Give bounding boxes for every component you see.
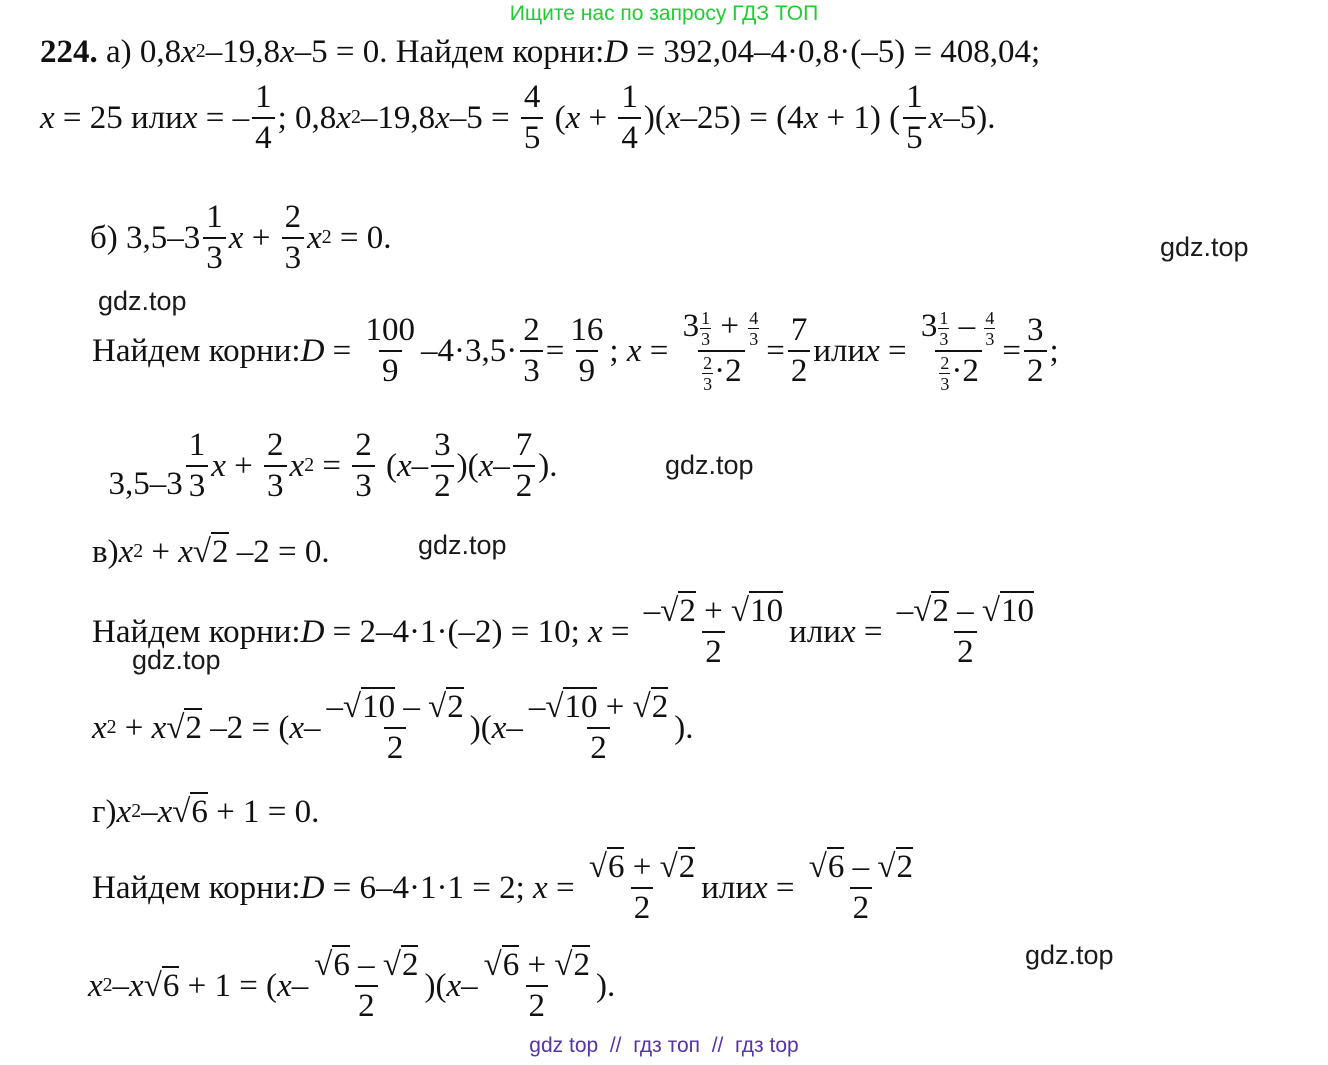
part-v-roots: Найдем корни: D = 2–4·1·(–2) = 10; x = $\frac{-√2 + √10}{2}$ или x = $\frac{-√2 - √10}{2}$ — [92, 592, 1040, 672]
fraction: $\frac{4}{5}$ — [521, 80, 544, 155]
footer-text: gdz top // гдз топ // гдз top — [529, 1034, 799, 1057]
find-roots-text: Найдем корни: — [395, 33, 605, 70]
label-a: а) — [106, 33, 132, 70]
problem-number: 224. — [40, 33, 98, 70]
fraction: $\frac{3}{2}$ — [1024, 313, 1047, 388]
sqrt: √2 — [192, 533, 229, 570]
fraction: $\frac{2}{3}$ — [282, 200, 305, 275]
fraction: $\frac{7}{2}$ — [788, 313, 811, 388]
fraction: $\frac{1}{4}$ — [618, 80, 641, 155]
watermark: gdz.top — [132, 645, 221, 675]
part-v-equation: в) x 2 + x √2 –2 = 0. — [92, 533, 330, 570]
fraction: $\frac{7}{2}$ — [513, 428, 536, 503]
fraction: $\frac{1}{3}$ — [186, 428, 209, 503]
part-b-factorization: 3,5–3 $\frac{1}{3}$ x + $\frac{2}{3}$ x 2 = $\frac{2}{3}$ ( x – $\frac{3}{2}$ )( x – $\frac{7}{2}$ ). — [108, 427, 558, 504]
fraction: $\frac{2}{3}$ — [352, 428, 375, 503]
part-g-factorization: x 2 – x √6 + 1 = ( x – $\frac{√6 - √2}{2}$ )( x – $\frac{√6 + √2}{2}$ ). — [88, 947, 616, 1024]
label-v: в) — [92, 533, 119, 570]
find-roots-text: Найдем корни: — [92, 332, 301, 369]
fraction: $\frac{-√10 - √2}{2}$ — [326, 689, 464, 766]
fraction: $\frac{√6 + √2}{2}$ — [588, 849, 696, 926]
fraction: 3 $\frac{1}{3}$ – $\frac{4}{3}$ $\frac{2}{3}$ ·2 — [920, 308, 995, 394]
fraction: $\frac{-√2 - √10}{2}$ — [896, 593, 1034, 670]
part-a-line-2: x = 25 или x = – $\frac{1}{4}$ ; 0,8 x 2 –19,8 x –5 = $\frac{4}{5}$ ( x + $\frac{1}{4}$ )( x –25) = (4 x + 1) ( $\frac{1}{5}$ x –5). — [40, 79, 996, 156]
label-b: б) — [90, 219, 118, 256]
fraction: $\frac{16}{9}$ — [570, 312, 604, 389]
fraction: $\frac{3}{2}$ — [431, 428, 454, 503]
find-roots-text: Найдем корни: — [92, 613, 301, 650]
fraction: $\frac{√6 - √2}{2}$ — [314, 947, 419, 1024]
watermark: gdz.top — [1160, 232, 1249, 262]
fraction: $\frac{2}{3}$ — [264, 428, 287, 503]
or-text: или — [789, 613, 841, 650]
part-b-equation: б) 3,5–3 $\frac{1}{3}$ x + $\frac{2}{3}$ x 2 = 0. — [90, 199, 392, 276]
or-text: или — [701, 869, 753, 906]
watermark: gdz.top — [1025, 940, 1114, 970]
fraction: $\frac{√6 + √2}{2}$ — [483, 947, 590, 1024]
watermark: gdz.top — [418, 530, 507, 560]
label-g: г) — [92, 793, 117, 830]
part-b-roots: Найдем корни: D = $\frac{100}{9}$ –4·3,5· $\frac{2}{3}$ = $\frac{16}{9}$ ; x = 3 $\frac{1}{3}$ + $\frac{4}{3}$ $\frac{2}{3}$ ·2 = $\frac{7}{2}$ или x = 3 $\frac{1}{3}$ – $\frac{4}{3}$ $\frac{2}{3}$ ·2 = $\frac{3}{2}$ ; — [92, 308, 1059, 394]
fraction: $\frac{-√2 + √10}{2}$ — [643, 593, 784, 670]
watermark: gdz.top — [665, 450, 754, 480]
fraction: $\frac{100}{9}$ — [365, 312, 416, 389]
fraction: $\frac{1}{3}$ — [203, 200, 226, 275]
part-a-line-1: 224. а) 0,8 x 2 –19,8 x –5 = 0. Найдем корни: D = 392,04–4·0,8·(–5) = 408,04; — [40, 33, 1041, 70]
part-g-roots: Найдем корни: D = 6–4·1·1 = 2; x = $\frac{√6 + √2}{2}$ или x = $\frac{√6 - √2}{2}$ — [92, 846, 919, 930]
fraction: $\frac{-√10 + √2}{2}$ — [528, 689, 669, 766]
watermark: gdz.top — [98, 286, 187, 316]
part-g-equation: г) x 2 – x √6 + 1 = 0. — [92, 793, 320, 830]
search-banner: Ищите нас по запросу ГДЗ ТОП — [509, 2, 819, 25]
find-roots-text: Найдем корни: — [92, 869, 301, 906]
or-text: или — [131, 99, 183, 136]
part-v-factorization: x 2 + x √2 –2 = ( x – $\frac{-√10 - √2}{2}$ )( x – $\frac{-√10 + √2}{2}$ ). — [92, 689, 694, 766]
fraction: $\frac{2}{3}$ — [520, 313, 543, 388]
fraction: $\frac{√6 - √2}{2}$ — [808, 849, 914, 926]
fraction: $\frac{1}{5}$ — [903, 80, 926, 155]
or-text: или — [813, 332, 866, 369]
fraction: 3 $\frac{1}{3}$ + $\frac{4}{3}$ $\frac{2}{3}$ ·2 — [682, 308, 759, 394]
fraction: $\frac{1}{4}$ — [252, 80, 275, 155]
